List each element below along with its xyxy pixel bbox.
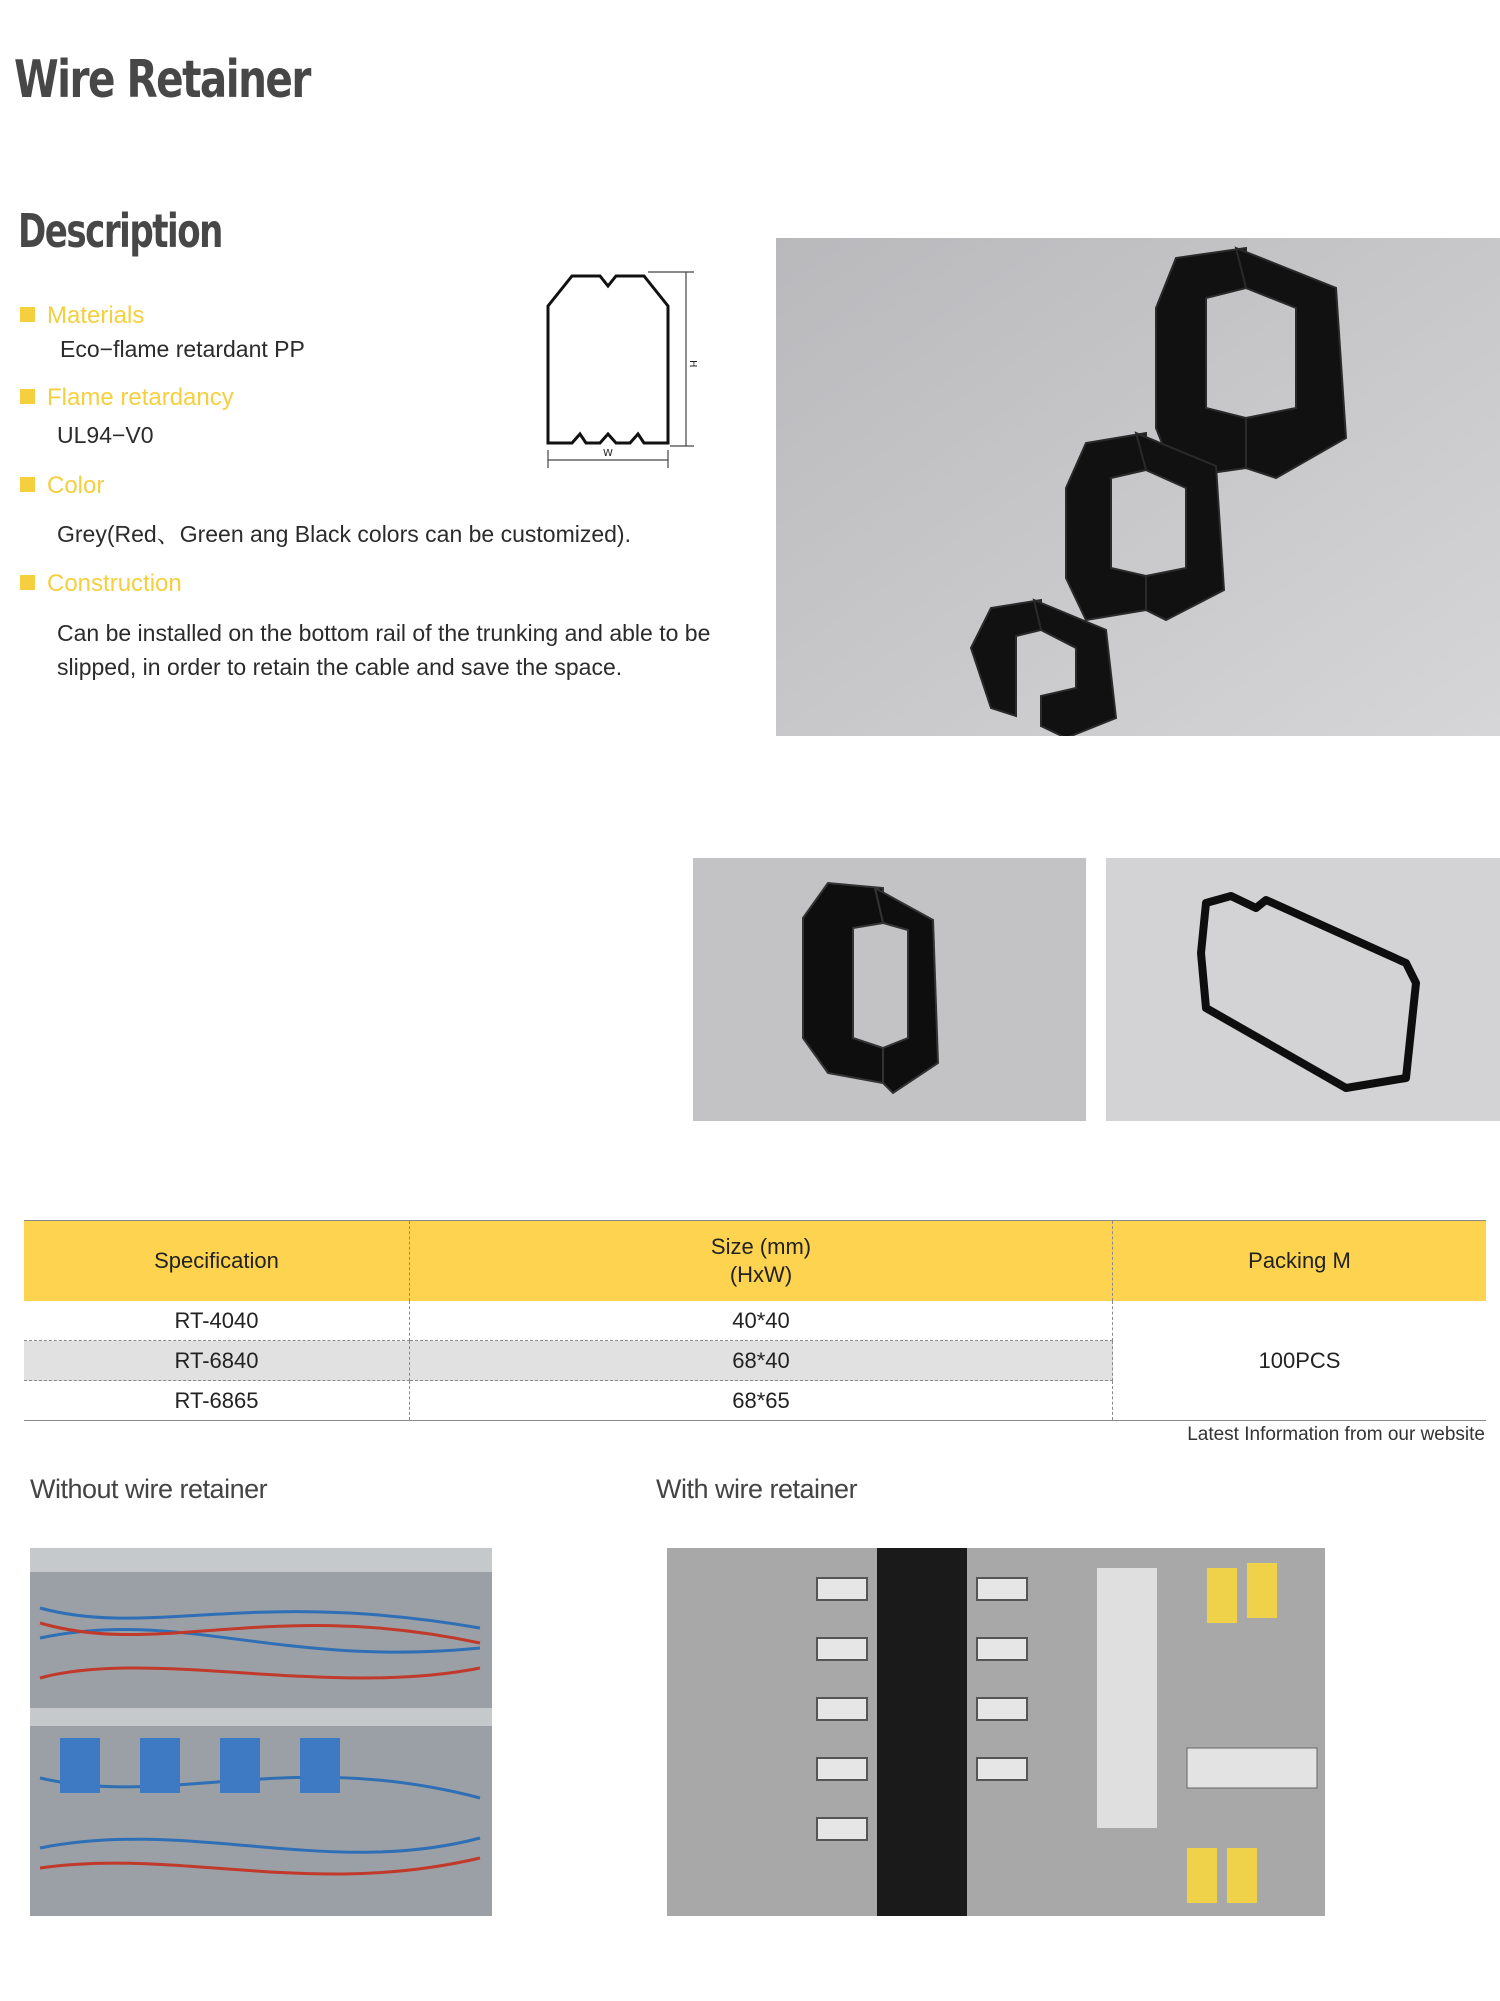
spec-cell: RT-6840 — [24, 1341, 410, 1381]
size-cell: 68*65 — [410, 1381, 1113, 1421]
size-cell: 68*40 — [410, 1341, 1113, 1381]
spec-table — [24, 1220, 1486, 1421]
bullet-icon — [20, 575, 35, 590]
website-note: Latest Information from our website — [1187, 1424, 1485, 1445]
bullet-icon — [20, 389, 35, 404]
header-size: Size (mm) (HxW) — [410, 1221, 1113, 1302]
header-packing: Packing M — [1113, 1221, 1487, 1302]
materials-value: Eco−flame retardant PP — [60, 336, 305, 362]
product-photo-top — [1106, 858, 1500, 1121]
without-label: Without wire retainer — [30, 1474, 268, 1504]
spec-cell: RT-6865 — [24, 1381, 410, 1421]
packing-cell: 100PCS — [1113, 1301, 1487, 1421]
photo-with-retainer — [667, 1548, 1325, 1916]
with-label: With wire retainer — [656, 1474, 858, 1504]
photo-without-retainer — [30, 1548, 492, 1916]
bullet-icon — [20, 307, 35, 322]
spec-cell: RT-4040 — [24, 1301, 410, 1341]
product-photo-main — [776, 238, 1500, 736]
table-row — [24, 1301, 1486, 1341]
construction-label: Construction — [20, 570, 182, 598]
color-label: Color — [20, 472, 104, 500]
width-label: W — [603, 448, 613, 459]
flame-retardancy-label: Flame retardancy — [20, 384, 234, 412]
height-label: H — [687, 360, 698, 368]
page-title: Wire Retainer — [14, 50, 310, 110]
description-heading: Description — [18, 204, 222, 258]
color-value: Grey(Red、Green ang Black colors can be customized). — [57, 521, 631, 547]
materials-label: Materials — [20, 302, 144, 330]
bullet-icon — [20, 477, 35, 492]
construction-value: Can be installed on the bottom rail of the trunking and able to be slipped, in order to retain the cable and save the space. — [57, 620, 711, 680]
size-cell: 40*40 — [410, 1301, 1113, 1341]
flame-retardancy-value: UL94−V0 — [57, 422, 154, 448]
product-photo-side — [693, 858, 1086, 1121]
header-specification: Specification — [24, 1221, 410, 1302]
cross-section-diagram — [540, 268, 700, 470]
